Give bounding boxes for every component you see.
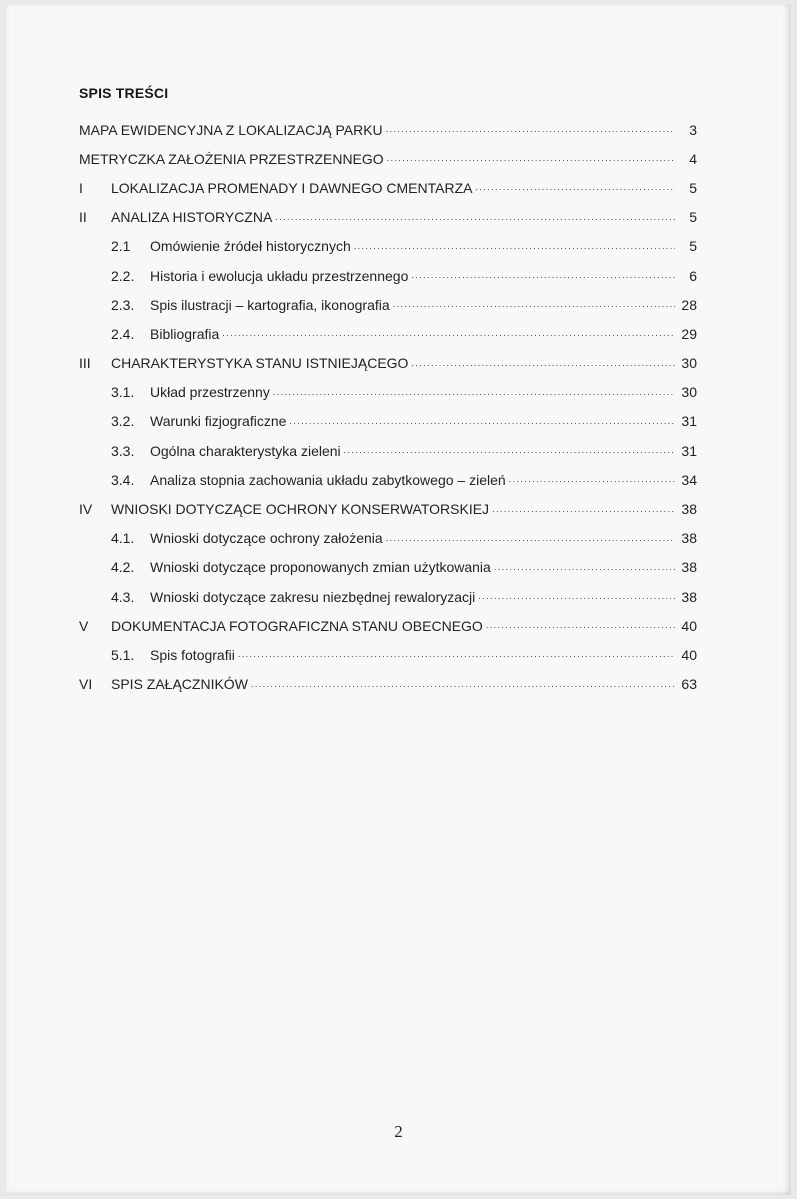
toc-entry-page: 38 (681, 559, 697, 576)
toc-entry (79, 319, 697, 348)
toc-entry-title: Układ przestrzenny (150, 384, 270, 401)
dot-leader (251, 679, 675, 690)
toc-entry (79, 378, 697, 407)
toc-entry (79, 670, 697, 699)
toc-entry-number: V (79, 617, 89, 634)
toc-entry (79, 173, 697, 202)
toc-entry-number: I (79, 179, 83, 196)
toc-entry-title: Historia i ewolucja układu przestrzennego (150, 267, 409, 284)
toc-entry-number: IV (79, 501, 93, 518)
toc-entry-page: 38 (681, 530, 697, 547)
dot-leader (344, 445, 675, 456)
toc-entry-number: 3.3. (111, 442, 135, 459)
toc-entry-number: 2.2. (111, 267, 135, 284)
toc-entry-page: 40 (681, 646, 697, 663)
toc-entry-number: 5.1. (111, 646, 135, 663)
toc-entry (79, 349, 697, 378)
toc-entry-title: Spis fotografii (150, 646, 235, 663)
toc-entry (79, 261, 697, 290)
toc-entry (79, 115, 697, 144)
toc-entry-number: 4.3. (111, 588, 135, 605)
toc-entry-title: Ogólna charakterystyka zieleni (150, 442, 341, 459)
dot-leader (411, 270, 675, 281)
toc-entry (79, 524, 697, 553)
toc-entry-title: DOKUMENTACJA FOTOGRAFICZNA STANU OBECNEGO (111, 617, 483, 634)
dot-leader (475, 182, 675, 193)
dot-leader (289, 416, 675, 427)
toc-entry-title: Warunki fizjograficzne (150, 413, 287, 430)
toc-entry (79, 611, 697, 640)
toc-entry-page: 38 (681, 588, 697, 605)
toc-entry-label (79, 210, 272, 224)
table-of-contents (79, 115, 697, 699)
toc-entry-title: Omówienie źródeł historycznych (150, 238, 351, 255)
toc-entry-title: ANALIZA HISTORYCZNA (111, 209, 273, 226)
toc-entry-label (79, 123, 383, 137)
toc-entry-page: 40 (681, 617, 697, 634)
dot-leader (273, 387, 675, 398)
dot-leader (411, 358, 675, 369)
dot-leader (387, 153, 675, 164)
toc-entry-title: SPIS ZAŁĄCZNIKÓW (111, 676, 248, 693)
toc-entry-page: 31 (681, 413, 697, 430)
toc-entry-title: WNIOSKI DOTYCZĄCE OCHRONY KONSERWATORSKIEJ (111, 501, 490, 518)
dot-leader (492, 504, 675, 515)
toc-entry-title: Analiza stopnia zachowania układu zabytkowego – zieleń (150, 471, 506, 488)
toc-entry-number: 3.4. (111, 471, 135, 488)
toc-entry (79, 203, 697, 232)
toc-entry (79, 290, 697, 319)
dot-leader (386, 124, 675, 135)
toc-entry-number: 2.3. (111, 296, 135, 313)
toc-entry-label (79, 152, 384, 166)
toc-entry-label (79, 531, 383, 545)
toc-entry (79, 407, 697, 436)
dot-leader (478, 591, 675, 602)
toc-entry-label (79, 444, 341, 458)
toc-entry-title: Bibliografia (150, 325, 220, 342)
dot-leader (494, 562, 675, 573)
toc-entry-label (79, 269, 408, 283)
dot-leader (238, 649, 675, 660)
toc-entry-title: LOKALIZACJA PROMENADY I DAWNEGO CMENTARZA (111, 179, 473, 196)
toc-entry-page: 29 (681, 325, 697, 342)
toc-entry-number: 4.2. (111, 559, 135, 576)
dot-leader (386, 533, 675, 544)
dot-leader (393, 299, 675, 310)
dot-leader (486, 620, 675, 631)
toc-entry (79, 436, 697, 465)
toc-entry-label (79, 356, 408, 370)
toc-entry-title: Spis ilustracji – kartografia, ikonografia (150, 296, 390, 313)
dot-leader (509, 474, 675, 485)
toc-entry-page: 38 (681, 501, 697, 518)
page-number: 2 (394, 1122, 403, 1141)
toc-entry-label (79, 473, 506, 487)
toc-entry-number: 3.1. (111, 384, 135, 401)
toc-entry-page: 5 (689, 179, 697, 196)
toc-entry-title: MAPA EWIDENCYJNA Z LOKALIZACJĄ PARKU (79, 121, 383, 138)
toc-entry (79, 144, 697, 173)
toc-heading: SPIS TREŚCI (79, 85, 169, 101)
toc-entry-page: 28 (681, 296, 697, 313)
toc-entry-title: Wnioski dotyczące ochrony założenia (150, 530, 383, 547)
toc-entry-page: 30 (681, 355, 697, 372)
toc-entry-page: 3 (689, 121, 697, 138)
dot-leader (354, 241, 675, 252)
dot-leader (222, 328, 675, 339)
toc-entry-label (79, 677, 248, 691)
toc-entry-label (79, 590, 475, 604)
dot-leader (275, 212, 675, 223)
toc-entry-page: 30 (681, 384, 697, 401)
toc-entry-label (79, 619, 483, 633)
toc-entry-number: 2.1 (111, 238, 131, 255)
toc-entry-page: 4 (689, 150, 697, 167)
toc-entry-label (79, 385, 270, 399)
toc-entry-page: 31 (681, 442, 697, 459)
toc-entry-label (79, 181, 472, 195)
toc-entry-page: 63 (681, 676, 697, 693)
toc-entry-number: III (79, 355, 91, 372)
toc-entry (79, 494, 697, 523)
toc-entry (79, 465, 697, 494)
toc-entry (79, 232, 697, 261)
toc-entry (79, 640, 697, 669)
document-page (6, 4, 791, 1195)
toc-entry (79, 582, 697, 611)
toc-entry-title: METRYCZKA ZAŁOŻENIA PRZESTRZENNEGO (79, 150, 384, 167)
toc-entry-number: 4.1. (111, 530, 135, 547)
toc-entry-title: Wnioski dotyczące proponowanych zmian użytkowania (150, 559, 491, 576)
toc-entry-label (79, 239, 351, 253)
toc-entry-page: 6 (689, 267, 697, 284)
toc-entry-title: CHARAKTERYSTYKA STANU ISTNIEJĄCEGO (111, 355, 409, 372)
toc-entry-label (79, 298, 390, 312)
toc-entry-title: Wnioski dotyczące zakresu niezbędnej rewaloryzacji (150, 588, 476, 605)
toc-entry-number: II (79, 209, 87, 226)
toc-entry-label (79, 560, 491, 574)
toc-entry-label (79, 327, 219, 341)
toc-entry-label (79, 502, 489, 516)
toc-entry-page: 5 (689, 238, 697, 255)
toc-entry-number: 2.4. (111, 325, 135, 342)
toc-entry-label (79, 648, 235, 662)
toc-entry-number: VI (79, 676, 93, 693)
toc-entry-label (79, 414, 286, 428)
toc-entry-page: 5 (689, 209, 697, 226)
toc-entry-number: 3.2. (111, 413, 135, 430)
toc-entry (79, 553, 697, 582)
toc-entry-page: 34 (681, 471, 697, 488)
